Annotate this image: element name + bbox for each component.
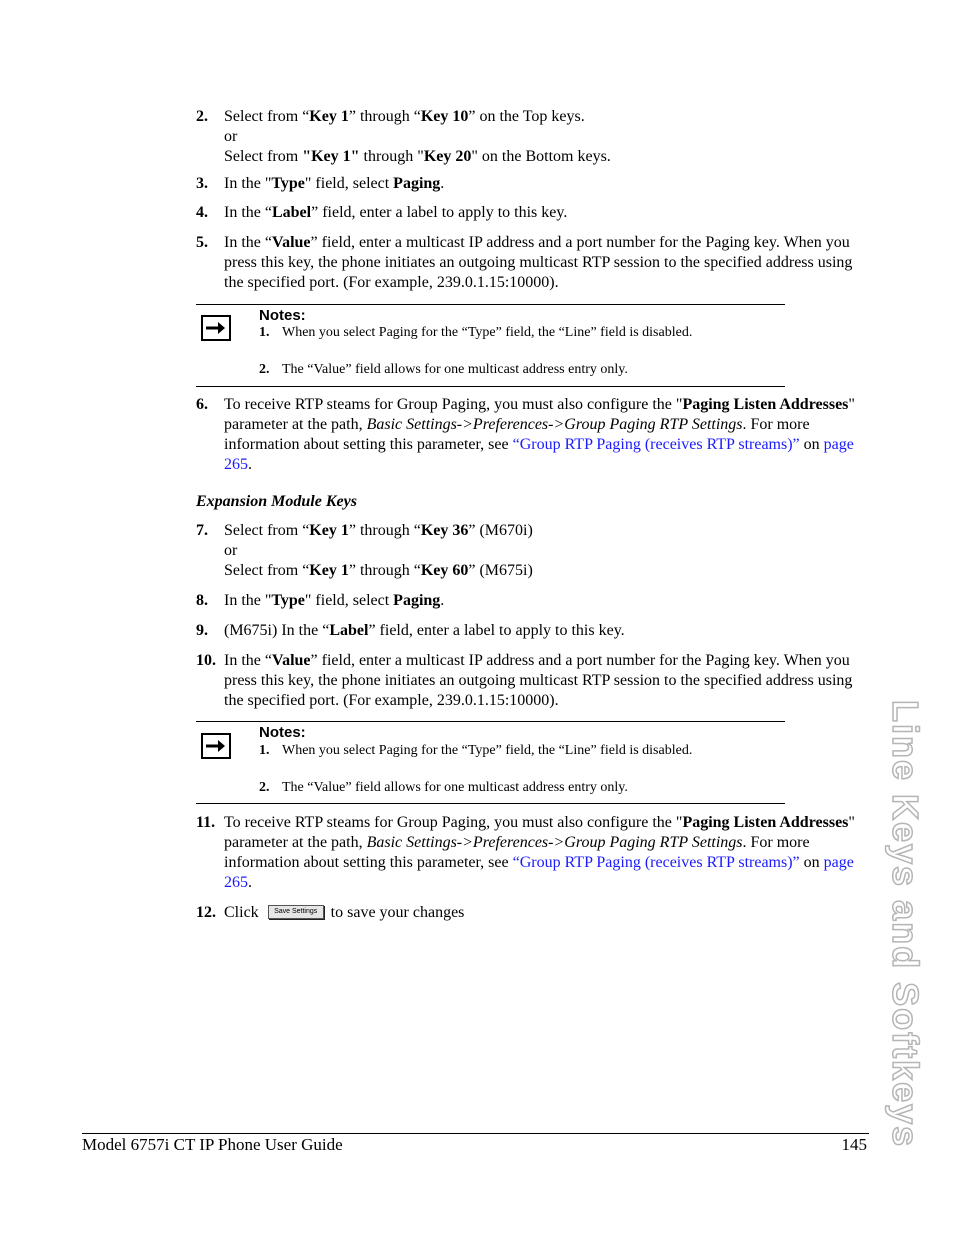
step-text: Select from “Key 1” through “Key 36” (M670i) or Select from “Key 1” through “Key 60” (M675i) — [224, 522, 533, 579]
note-item: 2. The “Value” field allows for one multicast address entry only. — [259, 780, 628, 795]
step-number: 5. — [196, 234, 208, 251]
step-text: (M675i) In the “Label” field, enter a label to apply to this key. — [224, 622, 625, 639]
step-text: In the "Type" field, select Paging. — [224, 592, 445, 609]
step-number: 3. — [196, 175, 208, 192]
notes-box — [196, 721, 785, 804]
step-text: To receive RTP steams for Group Paging, you must also configure the "Paging Listen Addresses" parameter at the path, Basic Settings->Preferences->Group Paging RTP Settings. For more information about setting this parameter, see “Group RTP Paging (receives RTP streams)” on page 265. — [224, 396, 855, 473]
page-265-link[interactable]: page 265 — [224, 854, 854, 891]
page-number: 145 — [841, 1135, 867, 1154]
note-item: 2. The “Value” field allows for one multicast address entry only. — [259, 362, 628, 377]
step-text: In the “Value” field, enter a multicast IP address and a port number for the Paging key. When you press this key, the phone initiates an outgoing multicast RTP session to the specified address using the specified port. (For example, 239.0.1.15:10000). — [224, 652, 853, 709]
step-text: In the “Label” field, enter a label to apply to this key. — [224, 204, 568, 221]
save-settings-button[interactable]: Save Settings — [268, 905, 324, 919]
step-text: In the "Type" field, select Paging. — [224, 175, 445, 192]
arrow-right-icon — [201, 733, 231, 759]
chapter-side-tab — [881, 700, 929, 1149]
section-subheading: Expansion Module Keys — [196, 493, 357, 510]
step-number: 6. — [196, 396, 208, 413]
step-text: Click Save Settings to save your changes — [224, 904, 465, 921]
footer-title: Model 6757i CT IP Phone User Guide — [82, 1135, 343, 1154]
step-number: 7. — [196, 522, 208, 539]
notes-title: Notes: — [259, 724, 306, 741]
group-rtp-paging-link[interactable]: “Group RTP Paging (receives RTP streams)” — [512, 436, 800, 453]
step-text: Select from “Key 1” through “Key 10” on the Top keys. or Select from "Key 1" through "Key 20" on the Bottom keys. — [224, 108, 611, 165]
step-number: 10. — [196, 652, 216, 669]
note-item: 1. When you select Paging for the “Type” field, the “Line” field is disabled. — [259, 743, 693, 758]
step-number: 4. — [196, 204, 208, 221]
chapter-title: Line Keys and Softkeys — [885, 700, 926, 1149]
step-number: 8. — [196, 592, 208, 609]
group-rtp-paging-link[interactable]: “Group RTP Paging (receives RTP streams)” — [512, 854, 800, 871]
step-number: 2. — [196, 108, 208, 125]
notes-title: Notes: — [259, 307, 306, 324]
step-text: In the “Value” field, enter a multicast IP address and a port number for the Paging key. When you press this key, the phone initiates an outgoing multicast RTP session to the specified address using the specified port. (For example, 239.0.1.15:10000). — [224, 234, 853, 291]
step-number: 11. — [196, 814, 216, 831]
footer-divider — [82, 1133, 869, 1134]
notes-box — [196, 304, 785, 387]
page-265-link[interactable]: page 265 — [224, 436, 854, 473]
step-text: To receive RTP steams for Group Paging, you must also configure the "Paging Listen Addresses" parameter at the path, Basic Settings->Preferences->Group Paging RTP Settings. For more information about setting this parameter, see “Group RTP Paging (receives RTP streams)” on page 265. — [224, 814, 855, 891]
note-item: 1. When you select Paging for the “Type” field, the “Line” field is disabled. — [259, 325, 693, 340]
arrow-right-icon — [201, 315, 231, 341]
step-number: 12. — [196, 904, 216, 921]
step-number: 9. — [196, 622, 208, 639]
